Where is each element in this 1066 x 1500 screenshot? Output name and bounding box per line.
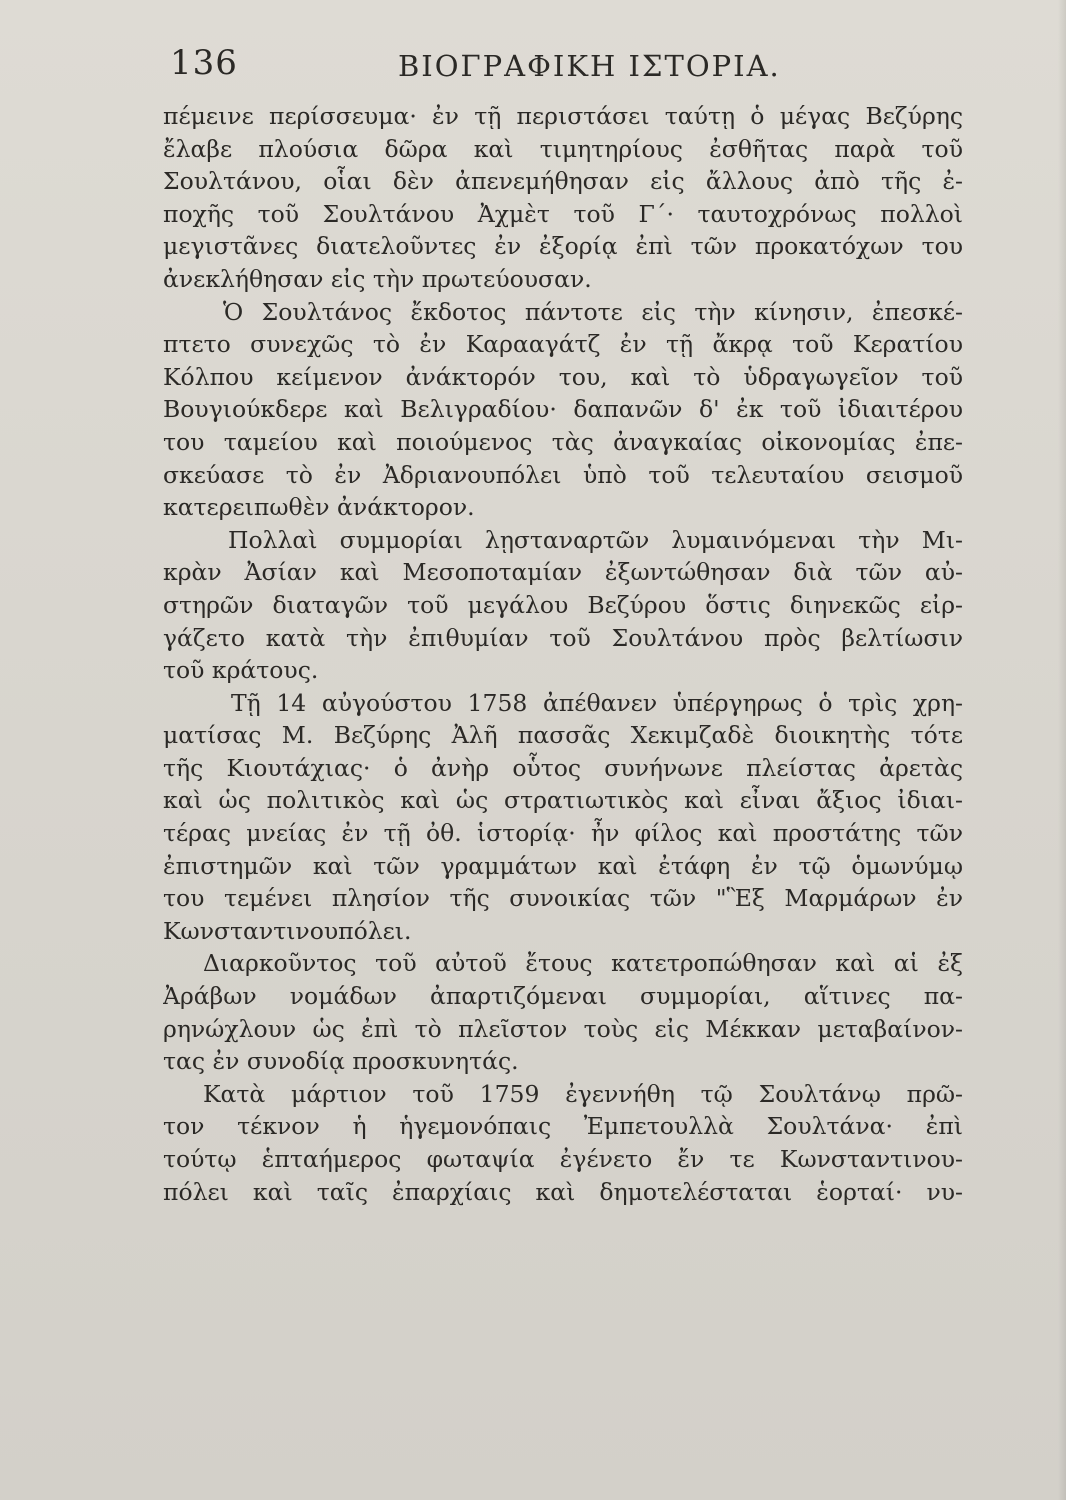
text-line: ποχῆς τοῦ Σουλτάνου Ἀχμὲτ τοῦ Γ΄· ταυτοχρόνως πολλοὶ (163, 199, 963, 228)
text-line: τέρας μνείας ἐν τῇ ὀθ. ἱστορίᾳ· ἦν φίλος καὶ προστάτης τῶν (163, 819, 963, 848)
text-line: καὶ ὡς πολιτικὸς καὶ ὡς στρατιωτικὸς καὶ εἶναι ἄξιος ἰδιαι- (163, 786, 963, 815)
page-edge-shadow (1058, 0, 1066, 1500)
text-line: στηρῶν διαταγῶν τοῦ μεγάλου Βεζύρου ὅστις διηνεκῶς εἰρ- (163, 590, 963, 619)
text-line: Κατὰ μάρτιον τοῦ 1759 ἐγεννήθη τῷ Σουλτάνῳ πρῶ- (203, 1079, 963, 1108)
text-line: γάζετο κατὰ τὴν ἐπιθυμίαν τοῦ Σουλτάνου πρὸς βελτίωσιν (163, 623, 963, 652)
text-line: Κωνσταντινουπόλει. (163, 916, 412, 945)
text-line: Ὁ Σουλτάνος ἔκδοτος πάντοτε εἰς τὴν κίνησιν, ἐπεσκέ- (223, 297, 963, 326)
text-line: ἔλαβε πλούσια δῶρα καὶ τιμητηρίους ἐσθῆτας παρὰ τοῦ (163, 134, 963, 163)
text-line: Βουγιούκδερε καὶ Βελιγραδίου· δαπανῶν δ' ἐκ τοῦ ἰδιαιτέρου (163, 395, 963, 424)
text-line: ρηνώχλουν ὡς ἐπὶ τὸ πλεῖστον τοὺς εἰς Μέκκαν μεταβαίνον- (163, 1014, 963, 1043)
body-text (163, 100, 963, 1208)
text-line: τοῦ κράτους. (163, 656, 319, 685)
text-line: σκεύασε τὸ ἐν Ἀδριανουπόλει ὑπὸ τοῦ τελευταίου σεισμοῦ (163, 460, 963, 489)
text-line: Τῇ 14 αὐγούστου 1758 ἀπέθανεν ὑπέργηρως ὁ τρὶς χρη- (231, 688, 963, 717)
text-line: του τεμένει πλησίον τῆς συνοικίας τῶν "Ἓξ Μαρμάρων ἐν (163, 884, 963, 913)
text-line: μεγιστᾶνες διατελοῦντες ἐν ἐξορίᾳ ἐπὶ τῶν προκατόχων του (163, 232, 963, 261)
text-line: τούτῳ ἑπταήμερος φωταψία ἐγένετο ἔν τε Κωνσταντινου- (163, 1145, 963, 1173)
running-title: ΒΙΟΓΡΑΦΙΚΗ ΙΣΤΟΡΙΑ. (398, 49, 781, 83)
text-line: ἐπιστημῶν καὶ τῶν γραμμάτων καὶ ἐτάφη ἐν τῷ ὁμωνύμῳ (163, 851, 963, 880)
page-number: 136 (170, 43, 238, 83)
text-line: Πολλαὶ συμμορίαι λῃσταναρτῶν λυμαινόμεναι τὴν Μι- (228, 525, 963, 554)
text-line: ματίσας Μ. Βεζύρης Ἀλῆ πασσᾶς Χεκιμζαδὲ διοικητὴς τότε (163, 721, 963, 750)
text-line: πόλει καὶ ταῖς ἐπαρχίαις καὶ δημοτελέσταται ἑορταί· νυ- (163, 1177, 963, 1206)
text-line: πτετο συνεχῶς τὸ ἐν Καρααγάτζ ἐν τῇ ἄκρᾳ τοῦ Κερατίου (163, 330, 963, 359)
text-line: πέμεινε περίσσευμα· ἐν τῇ περιστάσει ταύτῃ ὁ μέγας Βεζύρης (163, 102, 963, 130)
text-line: Κόλπου κείμενον ἀνάκτορόν του, καὶ τὸ ὑδραγωγεῖον τοῦ (163, 362, 963, 391)
text-line: του ταμείου καὶ ποιούμενος τὰς ἀναγκαίας οἰκονομίας ἐπε- (163, 427, 963, 456)
text-line: τον τέκνον ἡ ἡγεμονόπαις Ἐμπετουλλὰ Σουλτάνα· ἐπὶ (163, 1112, 963, 1141)
text-line: ἀνεκλήθησαν εἰς τὴν πρωτεύουσαν. (163, 264, 592, 293)
text-line: Σουλτάνου, οἷαι δὲν ἀπενεμήθησαν εἰς ἄλλους ἀπὸ τῆς ἐ- (163, 167, 963, 196)
text-line: Διαρκοῦντος τοῦ αὐτοῦ ἔτους κατετροπώθησαν καὶ αἱ ἐξ (203, 949, 963, 978)
text-line: κρὰν Ἀσίαν καὶ Μεσοποταμίαν ἐξωντώθησαν διὰ τῶν αὐ- (163, 558, 963, 587)
text-line: τῆς Κιουτάχιας· ὁ ἀνὴρ οὗτος συνήνωνε πλείστας ἀρετὰς (163, 753, 963, 782)
text-line: Ἀράβων νομάδων ἀπαρτιζόμεναι συμμορίαι, αἵτινες πα- (163, 982, 963, 1011)
text-line: τας ἐν συνοδίᾳ προσκυνητάς. (163, 1047, 519, 1076)
page-header (170, 38, 960, 90)
text-line: κατερειπωθὲν ἀνάκτορον. (163, 493, 475, 522)
